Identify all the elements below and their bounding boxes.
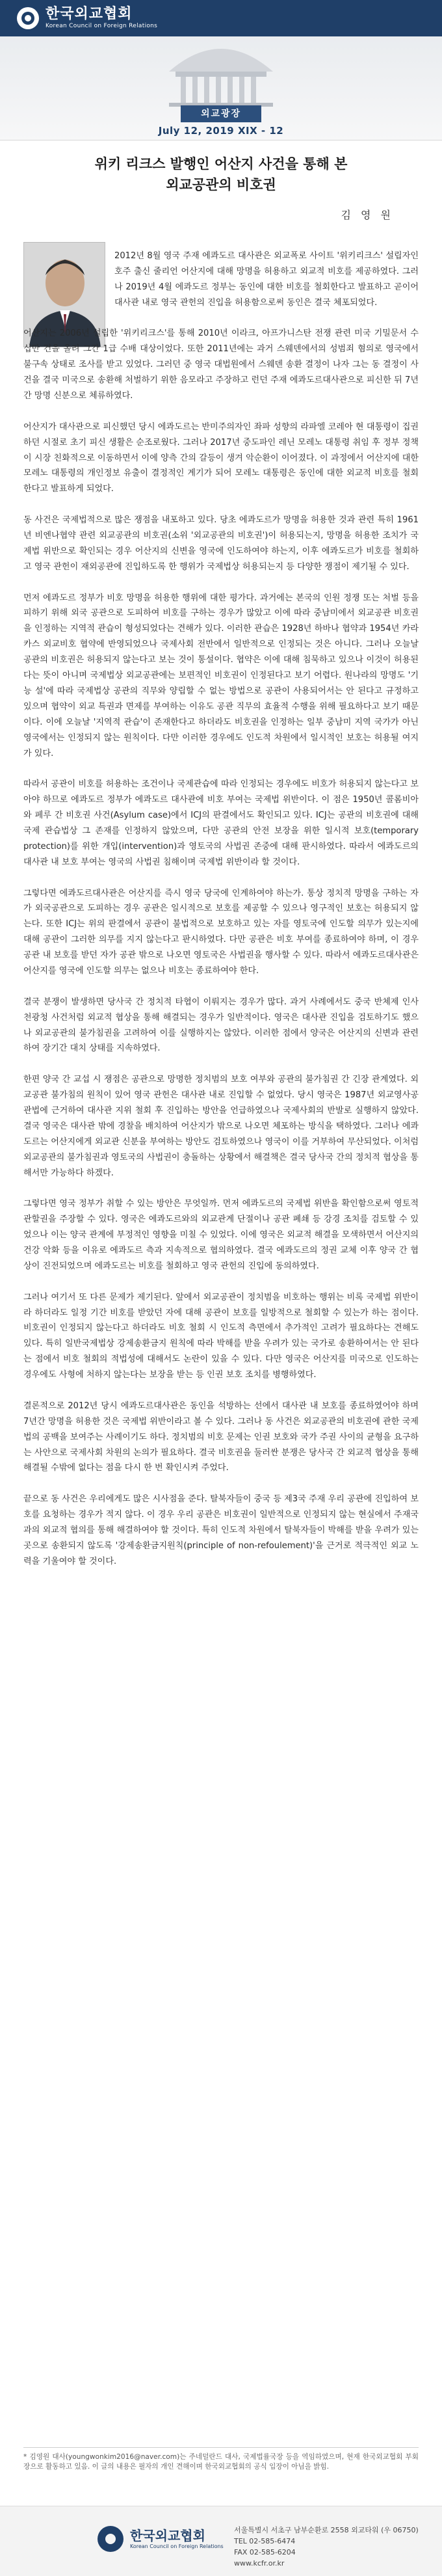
footer-org-ko: 한국외교협회 <box>130 2527 205 2543</box>
paragraph: 결론적으로 2012년 당시 에콰도르대사관은 동인을 석방하는 선에서 대사관 내 보호를 종료하였어야 하며 7년간 망명을 허용한 것은 국제법 위반이라고 볼 수 있다. 그러나 동 사건은 외교공관의 비호권에 관한 국제법의 공백을 보여주는 사례이기도 하다. 정치범의 비호 문제는 인권 보호와 국가 주권 사이의 균형을 요구하는 사안으로 국제사회 차원의 논의가 필요하다. 결국 비호권을 둘러싼 분쟁은 당사국 간 외교적 협상을 통해 해결될 수밖에 없다는 점을 다시 한 번 확인시켜 주었다. <box>23 1401 419 1473</box>
paragraph: 결국 분쟁이 발생하면 당사국 간 정치적 타협이 이뤄지는 경우가 많다. 과거 사례에서도 중국 반체제 인사 천광청 사건처럼 외교적 협상을 통해 해결되는 경우가 일반적이다. 영국은 대사관 진입을 검토하기도 했으나 외교공관의 불가침권을 고려하여 이를 실행하지는 않았다. 이러한 점에서 양국은 어산지의 신변과 관련하여 장기간 대치 상태를 지속하였다. <box>23 997 419 1054</box>
footer-org-en: Korean Council on Foreign Relations <box>130 2543 224 2549</box>
paragraph: 그렇다면 영국 정부가 취할 수 있는 방안은 무엇일까. 먼저 에콰도르의 국제법 위반을 확인함으로써 영토적 관할권을 주장할 수 있다. 영국은 에콰도르와의 외교관계 단절이나 공관 폐쇄 등 강경 조치를 검토할 수 있었으나 이는 양국 관계에 부정적인 영향을 미칠 수 있었다. 이에 영국은 외교적 해결을 모색하면서 어산지의 건강 악화 등을 이유로 에콰도르 측과 지속적으로 협의하였다. 결국 에콰도르의 정권 교체 이후 양국 간 협상이 진전되었으며 에콰도르는 비호를 철회하고 영국 관헌의 진입에 동의하였다. <box>23 1199 419 1271</box>
footer-fax: FAX 02-585-6204 <box>234 2548 296 2556</box>
author-footnote: * 김영원 대사(youngwonkim2016@naver.com)는 주네덜란드 대사, 국제법률국장 등을 역임하였으며, 현재 한국외교협회 부회장으로 활동하고 있음. 이 글의 내용은 필자의 개인 견해이며 한국외교협회의 공식 입장이 아님을 밝힘. <box>23 2453 419 2471</box>
org-logo <box>17 7 157 30</box>
title-line-1: 위키 리크스 발행인 어산지 사건을 통해 본 <box>94 156 348 172</box>
footer <box>0 2506 442 2576</box>
paragraph: 따라서 공관이 비호를 허용하는 조건이나 국제관습에 따라 인정되는 경우에도 비호가 허용되지 않는다고 보아야 하므로 에콰도르 정부가 에콰도르 대사관에 비호 부여는 국제법 위반이다. 이 점은 1950년 콜롬비아와 페루 간 비호권 사건(Asylum case)에서 ICJ의 판결에서도 확인되고 있다. ICJ는 공관의 비호권에 대해 국제 관습법상 그 존재를 인정하지 않았으며, 다만 공관의 안전 보장을 위한 일시적 보호(temporary protection)를 위한 개입(intervention)과 영토국의 사법권 존중에 대해 판시하였다. 따라서 에콰도르의 대사관 내 보호 부여는 영국의 사법권 침해이며 국제법 위반이라 할 것이다. <box>23 779 419 867</box>
paragraph: 2012년 8월 영국 주재 에콰도르 대사관은 외교폭로 사이트 '위키리크스' 설립자인 호주 출신 줄리언 어산지에 대해 망명을 허용하고 외교적 비호를 제공하였다. 그러나 2019년 4월 에콰도르 정부는 동인에 대한 비호를 철회한다고 발표하고 곧이어 대사관 내로 영국 관헌의 진입을 허용함으로써 동인은 결국 체포되었다. <box>114 251 419 308</box>
article-body <box>23 248 419 1585</box>
footer-tel: TEL 02-585-6474 <box>234 2537 296 2545</box>
footnote-divider <box>23 2447 419 2448</box>
banner <box>0 36 442 141</box>
paragraph: 그렇다면 에콰도르대사관은 어산지를 즉시 영국 당국에 인계하여야 하는가. 통상 정치적 망명을 구하는 자가 외국공관으로 도피하는 경우 공관은 일시적으로 보호를 제공할 수 있으나 영구적인 보호는 허용되지 않는다. 또한 ICJ는 위의 판결에서 공관이 불법적으로 보호하고 있는 자를 영토국에 인도할 의무가 있는지에 대해 공관이 그러한 의무를 지지 않는다고 판시하였다. 다만 공관은 비호 부여를 종료하여야 하며, 이 경우 공관 내 보호를 받던 자가 공관 밖으로 나오면 영토국은 사법권을 행사할 수 있다. 따라서 에콰도르대사관은 어산지를 영국에 인도할 의무는 없으나 비호는 종료하여야 한다. <box>23 888 419 976</box>
paragraph: 어산지가 대사관으로 피신했던 당시 에콰도르는 반미주의자인 좌파 성향의 라파엘 코레아 현 대통령이 집권하던 시절로 초기 피신 생활은 순조로웠다. 그러나 2017년 중도파인 레닌 모레노 대통령 취임 후 정부 정책이 시장 친화적으로 이동하면서 이에 양측 간의 갈등이 생겨 악순환이 이어졌다. 이 과정에서 어산지에 대한 모레노 대통령의 개인정보 유출이 결정적인 계기가 되어 모레노 대통령은 동인에 대한 외교적 비호를 철회한다고 발표하게 되었다. <box>23 422 419 494</box>
paragraph: 동 사건은 국제법적으로 많은 쟁점을 내포하고 있다. 당초 에콰도르가 망명을 허용한 것과 관련 특히 1961년 비엔나협약 관련 외교공관의 비호권(소위 '외교공관의 비호권')이 허용되는지, 망명을 허용한 조치가 국제법 위반으로 확인되는 경우 어산지의 신변을 영국에 인도하여야 하는지, 이후 에콰도르가 비호를 철회하고 영국 관헌이 재외공관에 진입하도록 한 행위가 국제법상 허용되는지 등 다양한 쟁점이 제기될 수 있다. <box>23 515 419 572</box>
org-emblem-icon <box>17 7 39 29</box>
footer-address: 서울특별시 서초구 남부순환로 2558 외교타워 (우 06750) <box>234 2526 419 2534</box>
issue-date: July 12, 2019 XIX - 12 <box>158 125 284 137</box>
paragraph: 어산지는 2006년 설립한 '위키리크스'를 통해 2010년 이라크, 아프가니스탄 전쟁 관련 미국 기밀문서 수십만 건을 올려 그간 1급 수배 대상이었다. 또한 2011년에는 과거 스웨덴에서의 성범죄 혐의로 영국에서 불구속 상태로 조사를 받고 있었다. 그러던 중 영국 대법원에서 스웨덴 송환 결정이 나자 그는 동 결정이 사건을 결국 미국으로 송환해 처벌하기 위한 음모라고 주장하고 런던 주재 에콰도르대사관으로 피신한 뒤 7년간 망명 신분으로 체류하였다. <box>23 329 419 401</box>
paragraph: 끝으로 동 사건은 우리에게도 많은 시사점을 준다. 탈북자들이 중국 등 제3국 주재 우리 공관에 진입하여 보호를 요청하는 경우가 적지 않다. 이 경우 우리 공관은 비호권이 일반적으로 인정되지 않는 현실에서 주재국과의 외교적 협의를 통해 해결하여야 할 것이다. 특히 인도적 차원에서 탈북자들이 박해를 받을 우려가 있는 곳으로 송환되지 않도록 '강제송환금지원칙(principle of non-refoulement)'을 근거로 적극적인 외교 노력을 기울여야 할 것이다. <box>23 1494 419 1566</box>
paragraph: 그러나 여기서 또 다른 문제가 제기된다. 앞에서 외교공관이 정치범을 비호하는 행위는 비록 국제법 위반이라 하더라도 일정 기간 비호를 받았던 자에 대해 공관이 보호를 일방적으로 철회할 수 있는가 하는 점이다. 비호권이 인정되지 않는다고 하더라도 비호 철회 시 인도적 측면에서 추가적인 고려가 필요하다는 견해도 있다. 특히 일반국제법상 강제송환금지 원칙에 따라 박해를 받을 우려가 있는 국가로 송환하여서는 안 된다는 점에서 비호 철회의 적법성에 대해서도 논란이 있을 수 있다. 다만 영국은 어산지를 미국으로 인도하는 경우에도 사형에 처하지 않는다는 보장을 받는 등 인권 보호 조치를 병행하였다. <box>23 1292 419 1380</box>
series-badge: 외교광장 <box>181 105 261 122</box>
author-name: 김 영 원 <box>341 209 394 221</box>
footer-logo <box>98 2526 224 2552</box>
footer-contact <box>234 2525 419 2569</box>
footer-website-link[interactable]: www.kcfr.or.kr <box>234 2559 285 2568</box>
footer-emblem-icon <box>98 2526 124 2552</box>
org-name-en: Korean Council on Foreign Relations <box>46 23 158 29</box>
article-title <box>0 154 442 195</box>
paragraph: 한편 양국 간 교섭 시 쟁점은 공관으로 망명한 정치범의 보호 여부와 공관의 불가침권 간 긴장 관계였다. 외교공관 불가침의 원칙이 있어 영국 관헌은 대사관 내로 진입할 수 없었다. 당시 영국은 1987년 외교영사공관법에 근거하여 대사관 지위 철회 후 진입하는 방안을 언급하였으나 국제사회의 반발로 실행하지 않았다. 결국 영국은 대사관 밖에 경찰을 배치하여 어산지가 밖으로 나오면 체포하는 방식을 택하였다. 그러나 에콰도르는 어산지에게 외교관 신분을 부여하는 방안도 검토하였으나 영국이 이를 거부하여 무산되었다. 이처럼 외교공관의 불가침권과 영토국의 사법권이 충돌하는 상황에서 해결책은 결국 당사국 간의 정치적 협상을 통해서만 가능하다 하겠다. <box>23 1075 419 1178</box>
title-line-2: 외교공관의 비호권 <box>166 177 276 193</box>
org-name-ko: 한국외교협회 <box>46 6 133 22</box>
building-illustration <box>150 39 292 109</box>
paragraph: 먼저 에콰도르 정부가 비호 망명을 허용한 행위에 대한 평가다. 과거에는 본국의 인원 정쟁 또는 처벌 등을 피하기 위해 외국 공관으로 도피하여 비호를 구하는 경우가 많았고 이에 따라 중남미에서 외교공관 비호권을 인정하는 지역적 관습이 형성되었다는 견해가 있다. 이러한 관습은 1928년 하바나 협약과 1954년 카라카스 외교비호 협약에 반영되었으나 국제사회 전반에서 일반적으로 인정되는 것은 아니다. 그러나 오늘날 공관의 비호권은 허용되지 않는다고 보는 것이 통설이다. 협약은 이에 대해 침묵하고 있으나 이것이 허용된다는 뜻이 아니며 국제법상 외교공관에는 보편적인 비호권이 인정된다고 보기 어렵다. 원나라의 망명도 '기능 설'에 따라 국제법상 공관의 직무와 양립할 수 없는 방법으로 공관이 사용되어서는 안 된다고 규정하고 있으며 협약이 외교 특권과 면제를 부여하는 이유도 공관 직무의 효율적 수행을 위해 필요하다고 보기 때문이다. 이에 오늘날 '지역적 관습'이 존재한다고 하더라도 비호권을 인정하는 일부 중남미 지역 국가가 아닌 영국에서는 인정되지 않는 원칙이다. 다만 이러한 경우에도 인도적 차원에서 일시적인 보호는 허용될 여지가 있다. <box>23 593 419 758</box>
header-bar <box>0 0 442 36</box>
